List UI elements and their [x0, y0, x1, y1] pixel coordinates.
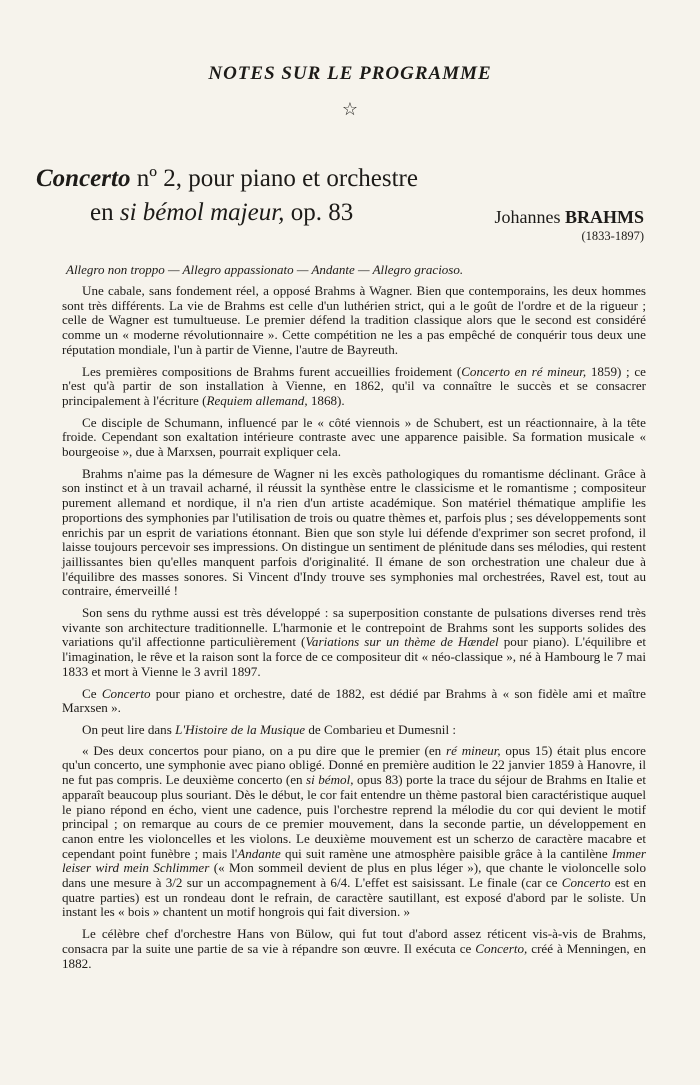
text-run: 1868). — [307, 392, 345, 408]
text-run-italic: Concerto en ré mineur, — [461, 363, 587, 379]
text-run: 1859) ; ce n'est qu'à partir de son installation à Vienne, en 1862, qu'il va connaître le succès et se consacrer principalement à l'écriture ( — [62, 363, 646, 408]
text-run: opus 83) porte la trace du séjour de Brahms en Italie et apparaît beaucoup plus souriant. Dès le début, le cor fait entendre un thème pastoral bien caractéristique auquel le piano répond en écho, vient une cadence, puis l'orchestre reprend la mélodie du cor qui devient le motif principal ; on remarque au cours de ce premier mouvement, dans la seconde partie, un développement en canon entre les violoncelles et les violons. Le deuxième mouvement est un scherzo de caractère macabre et cependant point funèbre ; mais l' — [62, 772, 646, 861]
work-title-concerto: Concerto — [36, 165, 131, 192]
composer-last-name: BRAHMS — [564, 207, 644, 227]
text-run: créé à Menningen, en 1882. — [62, 940, 646, 971]
page-title: NOTES SUR LE PROGRAMME — [208, 63, 492, 84]
paragraph-premieres — [62, 365, 646, 409]
text-run: On peut lire dans — [82, 721, 176, 737]
work-key-name: si bémol majeur, — [119, 199, 285, 226]
text-run: opus 15) était plus encore qu'un concerto, une symphonie avec piano obligé. Donné en première audition le 22 janvier 1859 à Hanovre, il ne fut pas compris. Le deuxième concerto (en — [62, 742, 646, 788]
text-run-italic: Concerto, — [475, 940, 528, 956]
paragraph-histoire — [62, 723, 646, 738]
work-opus: op. 83 — [284, 199, 354, 226]
paragraph-bulow — [62, 927, 646, 971]
composer-first-name: Johannes — [494, 207, 565, 227]
text-run-italic: Immer leiser wird mein Schlimmer — [62, 845, 646, 876]
text-run-italic: Requiem allemand, — [206, 392, 308, 408]
composer-name — [494, 207, 644, 228]
text-run-italic: Andante — [237, 845, 281, 861]
text-run: Ce — [82, 685, 102, 701]
movements-list: Allegro non troppo — Allegro appassionato — Andante — Allegro gracioso. — [66, 262, 464, 277]
text-run-italic: ré mineur, — [446, 742, 501, 758]
text-run: Le célèbre chef d'orchestre Hans von Bülow, qui fut tout d'abord assez réticent vis-à-vis de Brahms, consacra par la suite une partie de sa vie à répandre son œuvre. Il exécuta ce — [62, 926, 646, 956]
work-key — [90, 198, 353, 228]
paragraph-citation — [62, 744, 646, 920]
paragraph-cabale: Une cabale, sans fondement réel, a opposé Brahms à Wagner. Bien que contemporains, les deux hommes sont très différents. La vie de Brahms est celle d'un luthérien strict, qui a le goût de l'ordre et de la rigueur ; celle de Wagner est tumultueuse. Le premier défend la tradition classique alors que le second est considéré comme un « moderne révolutionnaire ». Cette compétition ne les a pas empêché de conquérir tous deux une réputation mondiale, l'un à partir de Vienne, l'autre de Bayreuth. — [62, 283, 646, 357]
text-run: de Combarieu et Dumesnil : — [305, 721, 456, 737]
text-run: pour piano). L'équilibre et l'imagination, le rêve et la raison sont la force de ce compositeur dit « néo-classique », né à Hambourg le 7 mai 1833 et mort à Vienne le 3 avril 1897. — [62, 634, 646, 679]
text-run: qui suit ramène une atmosphère paisible grâce à la cantilène — [280, 845, 612, 861]
text-run-italic: Concerto — [101, 685, 151, 701]
text-run: (« Mon sommeil devient de plus en plus léger »), que chante le violoncelle solo dans une mesure à 3/2 sur un accompagnement à 6/4. L'effet est saisissant. Le finale (car ce — [62, 860, 646, 891]
composer-dates: (1833-1897) — [581, 229, 644, 243]
text-run-italic: L'Histoire de la Musique — [175, 721, 306, 737]
text-run-italic: Concerto — [561, 875, 611, 891]
program-notes-body — [62, 284, 646, 978]
text-run: est en quatre parties) est un rondeau dont le refrain, de caractère sautillant, est exposé d'abord par le soliste. Un instant les « bois » chantent un motif hongrois qui fait diversion. » — [62, 875, 647, 920]
paragraph-demesure: Brahms n'aime pas la démesure de Wagner ni les excès pathologiques du romantisme déclinant. Grâce à son instinct et à un travail acharné, il réussit la synthèse entre le classicisme et le romantisme ; compositeur purement allemand et nordique, il n'a rien d'un artiste académique. Son matériel thématique amplifie les proportions des symphonies par l'utilisation de trois ou quatre thèmes et, parfois plus ; ses développements sont enrichis par un esprit de variations étonnant. Bien que son style lui défende d'exprimer son secret profond, il laisse toujours percevoir ses impressions. On distingue un sentiment de plénitude dans ses mélodies, qui restent jaillissantes bien qu'elles manquent parfois d'originalité. Il émane de son orchestration une chaleur due à l'équilibre des masses sonores. Si Vincent d'Indy trouve ses symphonies mal orchestrées, Ravel est, tout au contraire, émerveillé ! — [62, 465, 646, 599]
text-run: Les premières compositions de Brahms furent accueillies froidement ( — [82, 363, 462, 379]
text-run: Son sens du rythme aussi est très développé : sa superposition constante de pulsations diverses rend très vivante son architecture traditionnelle. L'harmonie et le contrepoint de Brahms sont les supports solides des variations qu'il affectionne particulièrement ( — [62, 605, 646, 650]
text-run-italic: si bémol, — [306, 772, 354, 788]
work-title-rest: nº 2, pour piano et orchestre — [130, 165, 418, 192]
text-run: pour piano et orchestre, daté de 1882, est dédié par Brahms à « son fidèle ami et maître Marxsen ». — [62, 685, 646, 716]
text-run: « Des deux concertos pour piano, on a pu dire que le premier (en — [82, 742, 447, 758]
paragraph-disciple: Ce disciple de Schumann, influencé par le « côté viennois » de Schubert, est un réactionnaire, à la tête froide. Cependant son exaltation intérieure contraste avec une apparence paisible. Sa formation musicale « bourgeoise », due à Marxsen, pourrait expliquer cela. — [62, 414, 646, 460]
text-run-italic: Variations sur un thème de Hændel — [305, 634, 499, 650]
paragraph-dedicace — [62, 687, 646, 716]
star-ornament-icon: ☆ — [341, 99, 359, 119]
work-title — [36, 164, 418, 194]
work-key-pre: en — [90, 199, 120, 226]
paragraph-rythme — [62, 606, 646, 680]
